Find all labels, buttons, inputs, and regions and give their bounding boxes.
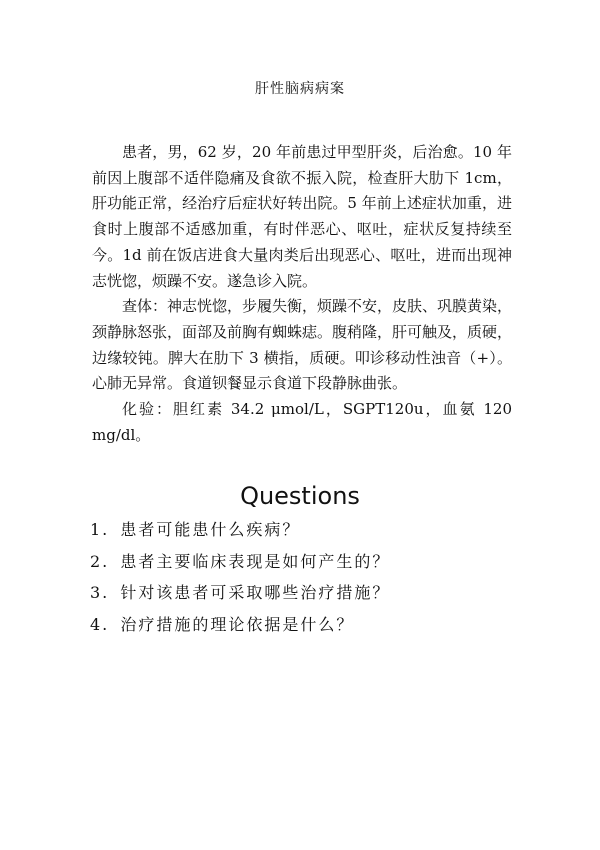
question-text: 患者主要临床表现是如何产生的？ [120,551,391,571]
question-number: 2. [90,551,110,571]
question-text: 患者可能患什么疾病？ [120,520,301,539]
question-number: 4. [90,614,110,634]
question-number: 3. [90,583,110,602]
question-item [90,514,530,546]
question-item [90,609,530,641]
question-number: 1. [90,520,110,539]
physical-exam-paragraph: 查体：神志恍惚，步履失衡，烦躁不安，皮肤、巩膜黄染，颈静脉怒张，面部及前胸有蜘蛛痣。腹稍隆，肝可触及，质硬，边缘较钝。脾大在肋下 3 横指，质硬。叩诊移动性浊音（+）。心肺无异常。食道钡餐显示食道下段静脉曲张。 [92,297,513,393]
questions-list [90,514,530,640]
question-item [90,577,530,609]
lab-results-paragraph: 化验：胆红素 34.2 μmol/L，SGPT120u，血氨 120 mg/dl。 [92,400,512,444]
question-text: 针对该患者可采取哪些治疗措施？ [120,583,391,602]
question-text: 治疗措施的理论依据是什么？ [120,614,355,634]
case-history-paragraph: 患者，男，62 岁，20 年前患过甲型肝炎，后治愈。10 年前因上腹部不适伴隐痛及食欲不振入院，检查肝大肋下 1cm，肝功能正常，经治疗后症状好转出院。5 年前上述症状加重，进食时上腹部不适感加重，有时伴恶心、呕吐，症状反复持续至今。1d 前在饭店进食大量肉类后出现恶心、呕吐，进而出现神志恍惚，烦躁不安。遂急诊入院。 [92,143,512,290]
case-description [92,140,512,448]
question-item [90,546,530,578]
document-title: 肝性脑病病案 [255,81,345,97]
questions-heading: Questions [240,482,360,510]
